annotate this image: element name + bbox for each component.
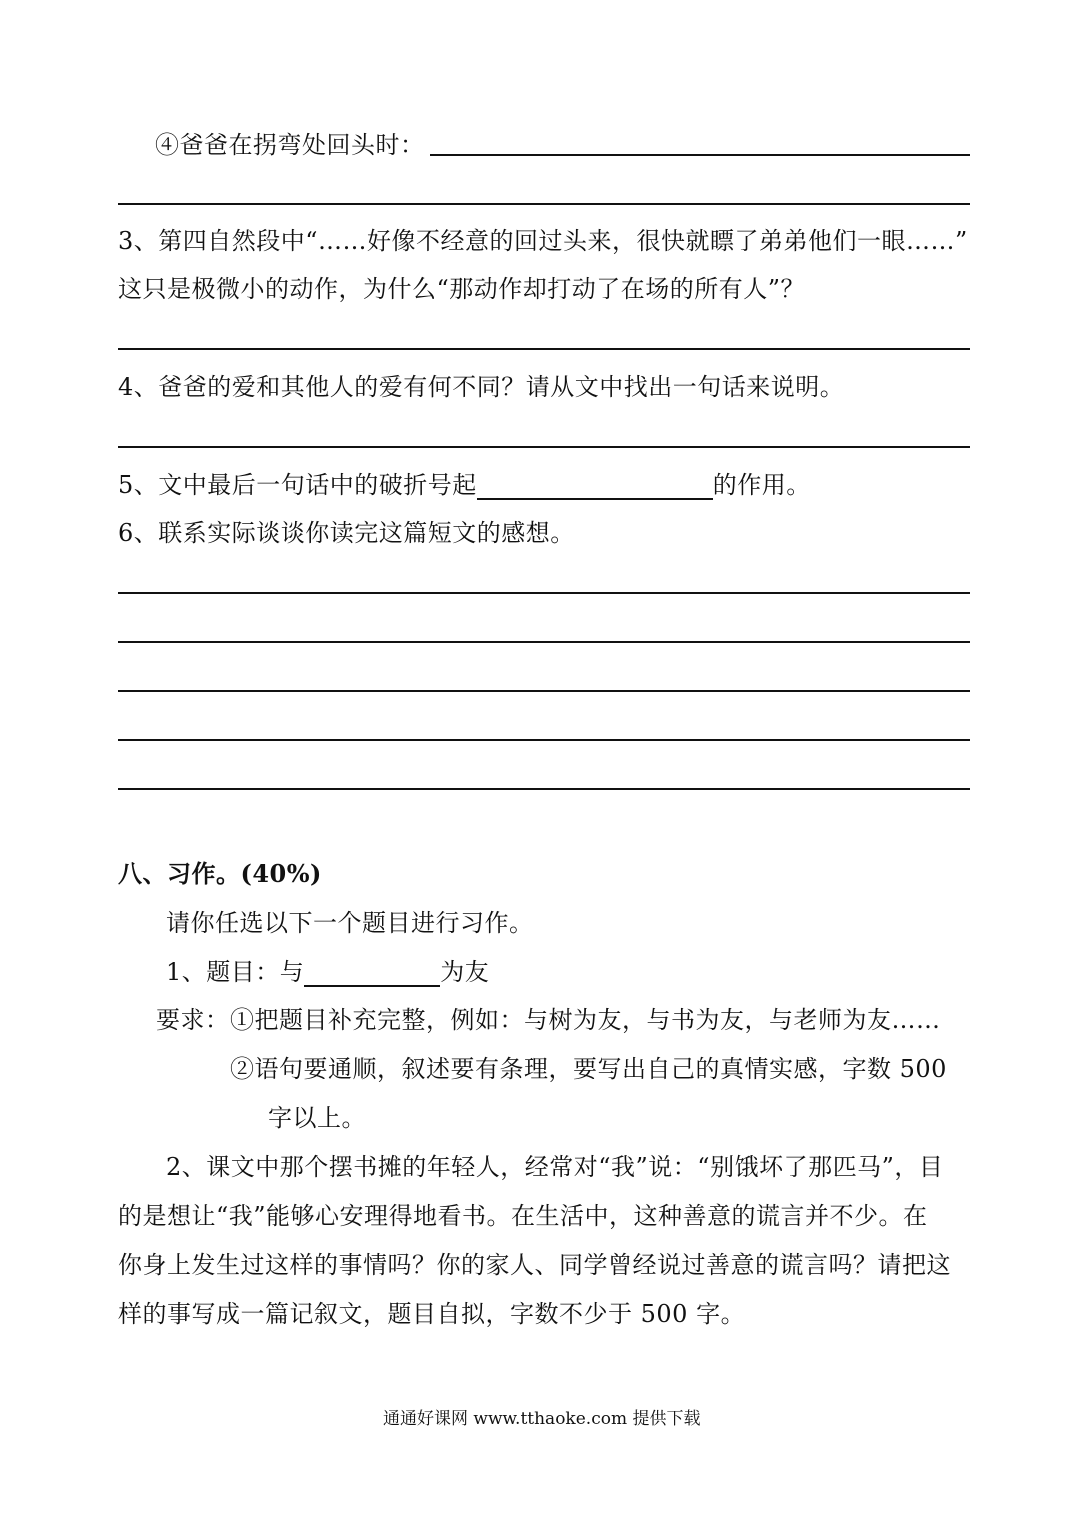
- q5-text: [118, 470, 811, 500]
- q5-text-before: 5、文中最后一句话中的破折号起: [118, 471, 477, 499]
- requirement-2-line1: ②语句要通顺，叙述要有条理，要写出自己的真情实感，字数 500: [230, 1055, 947, 1083]
- q6-answer-line-1[interactable]: [118, 592, 970, 594]
- topic2-line4: 样的事写成一篇记叙文，题目自拟，字数不少于 500 字。: [118, 1300, 746, 1328]
- q3-line1: 3、第四自然段中“……好像不经意的回过头来，很快就瞟了弟弟他们一眼……”: [118, 227, 968, 255]
- section8-title: 八、习作。(40%): [118, 859, 322, 888]
- topic2-line1: 2、课文中那个摆书摊的年轻人，经常对“我”说：“别饿坏了那匹马”，目: [166, 1153, 944, 1181]
- q2-item4-text: ④爸爸在拐弯处回头时：: [155, 131, 425, 159]
- requirement-2-line2: 字以上。: [268, 1104, 366, 1132]
- topic1-before: 1、题目：与: [166, 958, 305, 986]
- q4-answer-line[interactable]: [118, 446, 970, 448]
- q2-item4-answer-line[interactable]: [430, 154, 970, 156]
- q3-answer-line[interactable]: [118, 348, 970, 350]
- q2-answer-line[interactable]: [118, 203, 970, 205]
- q3-line2: 这只是极微小的动作，为什么“那动作却打动了在场的所有人”？: [118, 275, 806, 303]
- q5-answer-blank[interactable]: [477, 470, 713, 500]
- section8-intro: 请你任选以下一个题目进行习作。: [166, 909, 534, 937]
- q5-text-after: 的作用。: [712, 471, 811, 499]
- page-footer: 通通好课网 www.tthaoke.com 提供下载: [383, 1409, 701, 1429]
- q6-text: 6、联系实际谈谈你读完这篇短文的感想。: [118, 519, 575, 547]
- requirement-1: ①把题目补充完整，例如：与树为友，与书为友，与老师为友……: [230, 1006, 941, 1034]
- topic1-blank[interactable]: [304, 957, 440, 987]
- q6-answer-line-4[interactable]: [118, 739, 970, 741]
- q6-answer-line-2[interactable]: [118, 641, 970, 643]
- q4-text: 4、爸爸的爱和其他人的爱有何不同？请从文中找出一句话来说明。: [118, 373, 845, 401]
- q6-answer-line-3[interactable]: [118, 690, 970, 692]
- requirements-label: 要求：: [156, 1006, 230, 1034]
- topic2-line2: 的是想让“我”能够心安理得地看书。在生活中，这种善意的谎言并不少。在: [118, 1202, 928, 1230]
- q6-answer-line-5[interactable]: [118, 788, 970, 790]
- topic1-after: 为友: [440, 958, 490, 986]
- topic1-text: [166, 957, 489, 987]
- topic2-line3: 你身上发生过这样的事情吗？你的家人、同学曾经说过善意的谎言吗？请把这: [118, 1251, 951, 1279]
